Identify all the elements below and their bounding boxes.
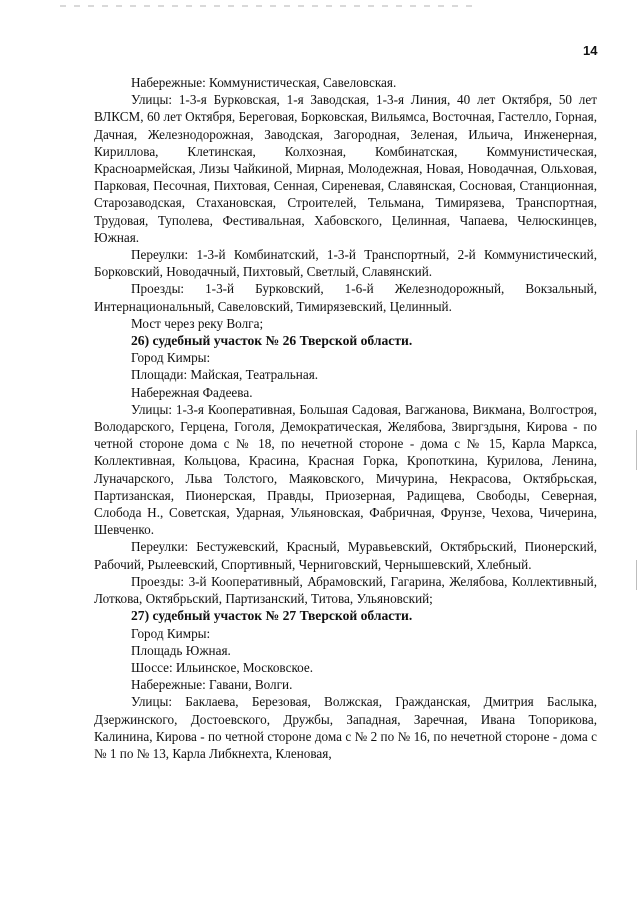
paragraph: Набережные: Гавани, Волги.	[131, 677, 293, 693]
scan-artifact-line	[60, 5, 480, 7]
section-heading: 26) судебный участок № 26 Тверской области.	[131, 333, 413, 349]
paragraph: Проезды: 3-й Кооперативный, Абрамовский, Гагарина, Желябова, Коллективный, Лоткова, Октябрьский, Партизанский, Титова, Ульяновский;	[94, 573, 597, 607]
paragraph: Площади: Майская, Театральная.	[131, 367, 319, 383]
section-heading: 27) судебный участок № 27 Тверской области.	[131, 608, 413, 624]
paragraph: Набережные: Коммунистическая, Савеловская.	[131, 75, 397, 90]
document-body	[94, 74, 597, 762]
paragraph: Улицы: Баклаева, Березовая, Волжская, Гражданская, Дмитрия Баслыка, Дзержинского, Достоевского, Дружбы, Западная, Заречная, Ивана Топорикова, Калинина, Кирова - по четной стороне дома с № 2 по № 16, по нечетной стороне - дома с № 1 по № 13, Карла Либкнехта, Кленовая,	[94, 694, 597, 761]
paragraph: Переулки: Бестужевский, Красный, Муравьевский, Октябрьский, Пионерский, Рабочий, Рылеевский, Спортивный, Черниговский, Чернышевский, Хлебный.	[94, 539, 597, 572]
paragraph: Проезды: 1-3-й Бурковский, 1-6-й Железнодорожный, Вокзальный, Интернациональный, Савеловский, Тимирязевский, Целинный.	[94, 281, 597, 314]
paragraph: Улицы: 1-3-я Кооперативная, Большая Садовая, Вагжанова, Викмана, Волгостроя, Володарского, Герцена, Гоголя, Демократическая, Желябова, Звиргздыня, Кирова - по четной стороне дома с № 18, по нечетной стороне - дома с № 15, Карла Маркса, Коллективная, Кольцова, Красина, Красная Горка, Кропоткина, Курилова, Ленина, Луначарского, Льва Толстого, Маяковского, Мичурина, Некрасова, Октябрьская, Партизанская, Пионерская, Правды, Приозерная, Радищева, Свободы, Северная, Слобода Н., Советская, Ударная, Ульяновская, Фабричная, Фрунзе, Чехова, Чичерина, Шевченко.	[94, 401, 597, 538]
paragraph: Улицы: 1-3-я Бурковская, 1-я Заводская, 1-3-я Линия, 40 лет Октября, 50 лет ВЛКСМ, 60 лет Октября, Береговая, Борковская, Вильямса, Восточная, Гастелло, Горная, Дачная, Железнодорожная, Заводская, Загородная, Зеленая, Ильича, Инженерная, Кириллова, Клетинская, Колхозная, Комбинатская, Коммунистическая, Красноармейская, Лизы Чайкиной, Мирная, Молодежная, Новая, Новодачная, Ольховая, Парковая, Песочная, Пихтовая, Сенная, Сиреневая, Славянская, Сосновая, Станционная, Старозаводская, Стахановская, Строителей, Тельмана, Тимирязева, Транспортная, Трудовая, Туполева, Фестивальная, Хабовского, Целинная, Чапаева, Челюскинцев, Южная.	[94, 92, 597, 245]
paragraph: Набережная Фадеева.	[131, 384, 253, 400]
paragraph: Мост через реку Волга;	[131, 315, 264, 331]
paragraph: Шоссе: Ильинское, Московское.	[131, 659, 314, 675]
paragraph: Город Кимры:	[131, 625, 211, 641]
scan-edge-mark	[636, 560, 637, 590]
page-number: 14	[583, 43, 598, 58]
paragraph: Город Кимры:	[131, 350, 211, 366]
paragraph: Площадь Южная.	[131, 642, 231, 658]
scan-edge-mark	[636, 430, 637, 470]
paragraph: Переулки: 1-3-й Комбинатский, 1-3-й Транспортный, 2-й Коммунистический, Борковский, Новодачный, Пихтовый, Светлый, Славянский.	[94, 247, 597, 280]
